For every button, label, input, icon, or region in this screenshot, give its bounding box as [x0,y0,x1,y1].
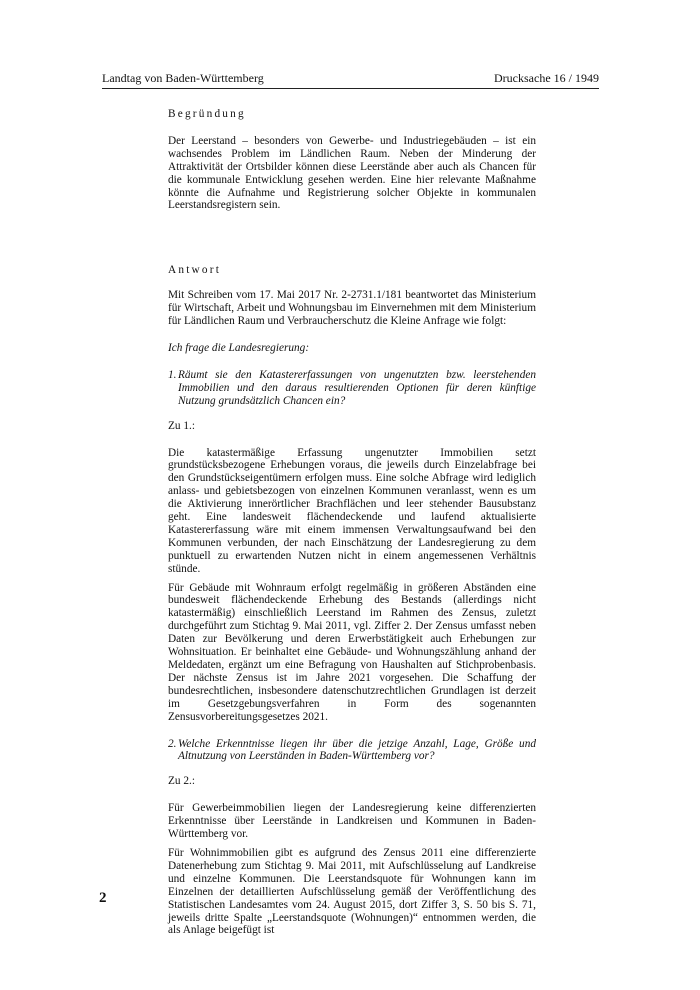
answer-2-label: Zu 2.: [168,775,195,788]
antwort-heading: Antwort [168,264,222,277]
ask-line: Ich frage die Landesregierung: [168,341,310,354]
header-parliament: Landtag von Baden-Württemberg [102,71,264,85]
question-1-text: Räumt sie den Katastererfassungen von ungenutzten bzw. leerstehenden Immobilien und den daraus resultierenden Optionen für deren künftige Nutzung grundsätzlich Chancen ein? [178,368,536,407]
question-2 [168,738,536,764]
answer-1-paragraph-1: Die katastermäßige Erfassung ungenutzter Immobilien setzt grundstücksbezogene Erhebungen voraus, die jeweils durch Einzelabfrage bei den Grundstückseigentümern erfolgen muss. Eine solche Abfrage wird lediglich anlass- und gebietsbezogen von einzelnen Kommunen veranlasst, wenn es um die Aktivierung innerörtlicher Brachflächen und leer stehender Bausubstanz geht. Eine landesweit flächendeckende und laufend aktualisierte Katastererfassung wäre mit einem immensen Verwaltungsaufwand bei den Kommunen verbunden, der nach Einschätzung der Landesregierung zu dem punktuell zu erwartenden Nutzen nicht in einem angemessenen Verhältnis stünde. [168,446,536,575]
begruendung-text: Der Leerstand – besonders von Gewerbe- und Industriegebäuden – ist ein wachsendes Problem im Ländlichen Raum. Neben der Minderung der Attraktivität der Ortsbilder können diese Leerstände aber auch als Chancen für die kommunale Entwicklung gesehen werden. Eine hier relevante Maßnahme könnte die Aufnahme und Registrierung solcher Objekte in kommunalen Leerstandsregistern sein. [168,134,536,212]
answer-1-label: Zu 1.: [168,419,195,432]
question-2-number: 2. [168,737,177,750]
question-2-text: Welche Erkenntnisse liegen ihr über die jetzige Anzahl, Lage, Größe und Altnutzung von Leerständen in Baden-Württemberg vor? [178,737,536,763]
page-body [168,108,536,937]
page-header [102,71,599,89]
question-1 [168,369,536,408]
answer-2-paragraph-2: Für Wohnimmobilien gibt es aufgrund des Zensus 2011 eine differenzierte Datenerhebung zum Stichtag 9. Mai 2011, mit Aufschlüsselung auf Landkreise und einzelne Kommunen. Die Leerstandsquote für Wohnungen kann im Einzelnen der detaillierten Aufschlüsselung gemäß der Veröffentlichung des Statistischen Landesamtes vom 24. August 2015, dort Ziffer 3, S. 50 bis S. 71, jeweils dritte Spalte „Leerstandsquote (Wohnungen)“ entnommen werden, die als Anlage beigefügt ist [168,846,536,937]
header-document-number: Drucksache 16 / 1949 [494,71,599,85]
question-1-number: 1. [168,368,177,381]
answer-2-paragraph-1: Für Gewerbeimmobilien liegen der Landesregierung keine differenzierten Erkenntnisse über Leerstände in Landkreisen und Kommunen in Baden-Württemberg vor. [168,802,536,841]
answer-1-paragraph-2: Für Gebäude mit Wohnraum erfolgt regelmäßig in größeren Abständen eine bundesweit flächendeckende Erhebung des Bestands (allerdings nicht katastermäßig) einschließlich Leerstand im Rahmen des Zensus, zuletzt durchgeführt zum Stichtag 9. Mai 2011, vgl. Ziffer 2. Der Zensus umfasst neben Daten zur Bevölkerung und deren Erwerbstätigkeit auch Erhebungen zur Wohnsituation. Er beinhaltet eine Gebäude- und Wohnungszählung anhand der Meldedaten, ergänzt um eine Befragung von Haushalten auf Stichprobenbasis. Der nächste Zensus ist im Jahre 2021 vorgesehen. Die Schaffung der bundesrechtlichen, insbesondere datenschutzrechtlichen Grundlagen ist derzeit im Gesetzgebungsverfahren in Form des sogenannten Zensusvorbereitungsgesetzes 2021. [168,581,536,723]
page-number: 2 [99,890,107,906]
begruendung-heading: Begründung [168,108,246,120]
antwort-intro: Mit Schreiben vom 17. Mai 2017 Nr. 2-2731.1/181 beantwortet das Ministerium für Wirtschaft, Arbeit und Wohnungsbau im Einvernehmen mit dem Ministerium für Ländlichen Raum und Verbraucherschutz die Kleine Anfrage wie folgt: [168,289,536,328]
